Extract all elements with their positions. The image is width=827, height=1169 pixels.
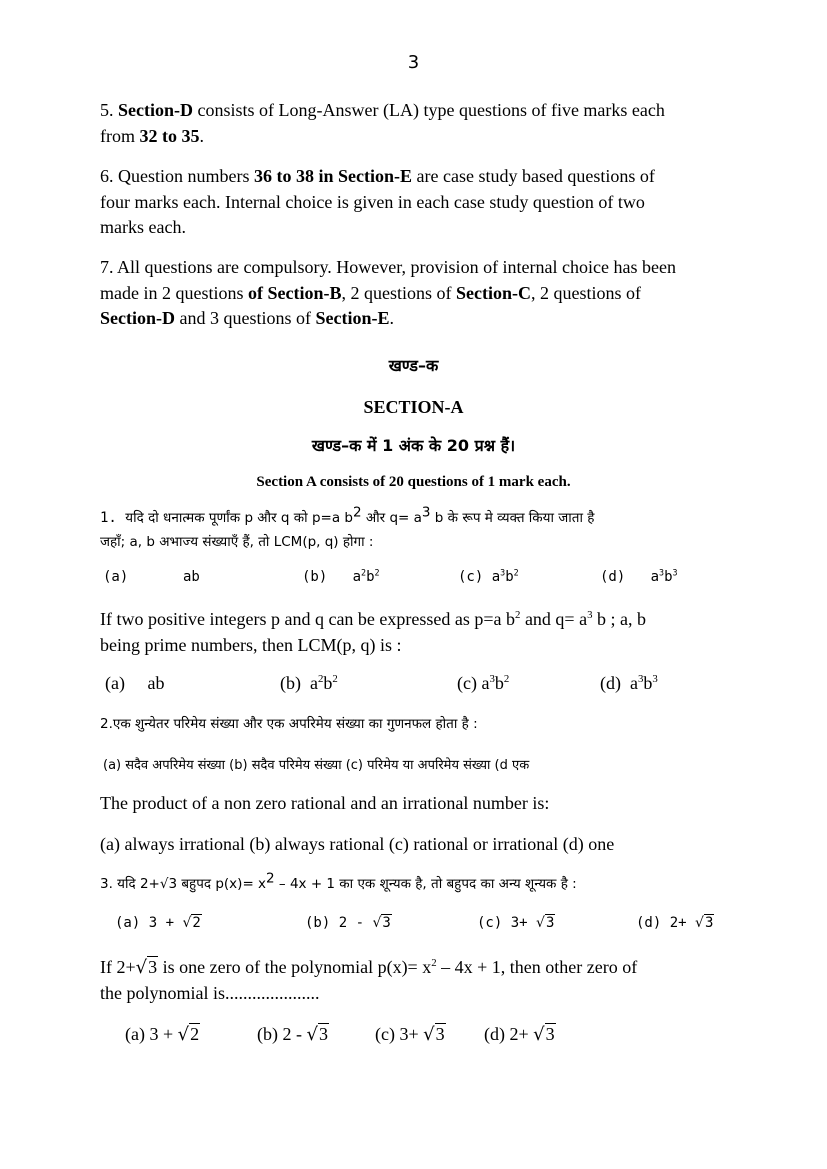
q1-hindi-sup-2: 3	[421, 504, 431, 521]
instruction-7-bold-4: Section-E	[315, 308, 390, 328]
instruction-7-bold-1: of Section-B	[247, 282, 342, 303]
q1-hindi-option-b-s1: 2	[361, 567, 367, 578]
sqrt-symbol: √3	[372, 915, 391, 931]
q3-english-text-2: is one zero of the polynomial p(x)= x	[158, 957, 432, 977]
q1-english-option-d	[600, 673, 658, 694]
instruction-6-num: 6.	[100, 166, 118, 186]
q1-english-text-3: b ; a, b	[592, 609, 646, 629]
q1-hindi-option-c-s2: 2	[513, 567, 519, 578]
sqrt-symbol: √3	[306, 1024, 328, 1045]
q1-english-sup-2: 3	[587, 609, 593, 621]
q2-hindi-options-text: (a) सदैव अपरिमेय संख्या (b) सदैव परिमेय संख्या (c) परिमेय या अपरिमेय संख्या (d एक	[103, 758, 530, 773]
q1-hindi-text-3: b के रूप मे व्यक्त किया जाता है	[430, 510, 595, 526]
q1-english-option-d-v1: a	[630, 673, 638, 693]
q3-english-option-b-radicand: 3	[318, 1024, 328, 1044]
q3-english-option-c-radicand: 3	[435, 1024, 445, 1044]
instruction-6	[100, 164, 740, 241]
q1-hindi-option-d-s2: 3	[672, 567, 678, 578]
instruction-6-bold-1: 36 to 38 in Section-E	[253, 166, 412, 186]
q2-english-line: The product of a non zero rational and an irrational number is:	[100, 793, 550, 813]
q3-hindi-option-c	[477, 915, 555, 931]
instruction-7-text-3: , 2 questions of	[341, 282, 456, 303]
q1-hindi-option-a-value: ab	[183, 569, 200, 585]
q3-english-option-a-radicand: 2	[190, 1024, 200, 1044]
section-english-note: Section A consists of 20 questions of 1 mark each.	[256, 474, 571, 490]
q3-english	[100, 955, 740, 1006]
q2-hindi-options	[103, 755, 743, 777]
q3-hindi-option-c-radicand: 3	[545, 915, 555, 931]
sqrt-symbol: √3	[135, 957, 158, 978]
q1-english-option-d-s2: 3	[652, 673, 658, 685]
q3-hindi-option-b-label: (b) 2 -	[305, 915, 373, 931]
q1-hindi-option-d	[600, 569, 678, 585]
sqrt-symbol: √2	[182, 915, 201, 931]
q1-english-option-c-v1: a	[481, 673, 490, 693]
q1-english-option-d-s1: 3	[638, 673, 644, 685]
q1-hindi-option-b-label: (b)	[302, 569, 328, 585]
q3-hindi-option-a-label: (a) 3 +	[115, 915, 183, 931]
q3-english-option-d	[484, 1024, 556, 1045]
q1-hindi-option-d-s1: 3	[659, 567, 665, 578]
q1-hindi-option-d-v1: a	[650, 569, 660, 585]
q3-hindi-option-c-label: (c) 3+	[477, 915, 537, 931]
q1-hindi-text-2: और q= a	[361, 510, 422, 526]
q1-english-option-c-label: (c)	[457, 673, 477, 693]
section-english-title: SECTION-A	[363, 397, 464, 417]
q3-english-sup: 2	[431, 957, 437, 969]
q1-hindi-number: 1.	[100, 510, 126, 526]
q2-hindi-line	[100, 713, 740, 736]
q1-hindi-line-1	[100, 504, 740, 530]
q1-english-option-a-label: (a)	[105, 673, 125, 693]
instruction-7-bold-3: Section-D	[100, 308, 175, 328]
q1-english-text-2: and q= a	[520, 609, 588, 629]
q1-hindi-option-d-label: (d)	[600, 569, 626, 585]
q1-hindi-text-4: जहाँ; a, b अभाज्य संख्याएँ हैं, तो LCM(p, q) होगा :	[100, 534, 374, 550]
q3-english-text-4: the polynomial is.....................	[100, 982, 320, 1003]
q3-english-option-c-label: (c) 3+	[375, 1024, 424, 1044]
q1-english-option-a-value: ab	[147, 673, 165, 693]
q1-english-option-c-s2: 2	[503, 673, 510, 685]
q1-english-option-a	[105, 673, 164, 694]
instruction-7-text-2: made in 2 questions	[100, 282, 248, 303]
instruction-5-text-1: consists of Long-Answer (LA) type questions of five marks each	[193, 100, 665, 120]
instruction-7-bold-2: Section-C	[455, 282, 531, 303]
q3-hindi-option-b-radicand: 3	[382, 915, 391, 931]
page-number: 3	[407, 52, 420, 73]
q1-english-option-d-v2: b	[643, 673, 653, 693]
sqrt-symbol: √3	[536, 915, 555, 931]
q3-english-option-b-label: (b) 2 -	[257, 1024, 307, 1044]
q1-hindi-option-b	[302, 569, 380, 585]
q1-english-option-b	[280, 673, 338, 694]
instruction-7-text-6: .	[389, 308, 394, 328]
q1-hindi-option-c-v1: a	[491, 569, 501, 585]
instruction-5-text-2: from	[100, 125, 140, 146]
q3-hindi-sup: 2	[266, 870, 275, 887]
sqrt-symbol: √3	[533, 1024, 555, 1045]
q1-hindi-option-b-v2: b	[366, 569, 375, 585]
instruction-7-text-1: All questions are compulsory. However, provision of internal choice has been	[117, 257, 676, 277]
q1-hindi-option-c-label: (c)	[458, 569, 484, 585]
q1-english-option-c-s1: 3	[489, 673, 495, 685]
instruction-6-text-4: marks each.	[100, 217, 186, 237]
q1-english	[100, 607, 740, 658]
q3-hindi-text-1: 3. यदि 2+√3 बहुपद p(x)= x	[100, 876, 267, 892]
q1-hindi-line-2	[100, 531, 740, 554]
instruction-5-bold-1: Section-D	[118, 100, 193, 120]
q1-english-option-b-v1: a	[310, 673, 318, 693]
instruction-5-bold-2: 32 to 35	[139, 125, 200, 146]
q3-hindi-option-a-radicand: 2	[192, 915, 201, 931]
instruction-6-text-2: are case study based questions of	[412, 166, 655, 186]
q1-hindi-text-1: यदि दो धनात्मक पूर्णांक p और q को p=a b	[125, 510, 353, 526]
q3-english-option-a-label: (a) 3 +	[125, 1024, 178, 1044]
instruction-6-text-1: Question numbers	[118, 166, 254, 186]
q3-english-radicand: 3	[148, 957, 158, 977]
q2-hindi-text: 2.एक शुन्येतर परिमेय संख्या और एक अपरिमेय संख्या का गुणनफल होता है :	[100, 716, 478, 732]
q1-english-option-b-label: (b)	[280, 673, 301, 693]
q1-english-option-c	[457, 673, 509, 694]
q1-hindi-option-a-label: (a)	[103, 569, 129, 585]
q1-hindi-option-c-v2: b	[505, 569, 514, 585]
q1-english-option-b-s2: 2	[332, 673, 338, 685]
sqrt-symbol: √3	[695, 915, 714, 931]
q1-hindi-option-b-v1: a	[352, 569, 362, 585]
q3-hindi-option-d-label: (d) 2+	[636, 915, 696, 931]
instruction-7	[100, 255, 740, 332]
q3-english-option-d-radicand: 3	[545, 1024, 555, 1044]
instruction-5-num: 5.	[100, 100, 118, 120]
q3-hindi-option-d	[636, 915, 714, 931]
instruction-5	[100, 98, 740, 149]
q1-hindi-option-c-s1: 3	[500, 567, 506, 578]
q1-hindi-option-b-s2: 2	[374, 567, 380, 578]
section-hindi-title: खण्ड–क	[388, 356, 439, 375]
q2-english-options: (a) always irrational (b) always rational (c) rational or irrational (d) one	[100, 834, 615, 854]
q1-english-sup-1: 2	[515, 609, 521, 621]
q3-english-option-a	[125, 1024, 200, 1045]
q1-english-option-b-v2: b	[323, 673, 333, 693]
instruction-7-text-4: , 2 questions of	[530, 282, 641, 303]
instruction-7-text-5: and 3 questions of	[175, 308, 316, 328]
sqrt-symbol: √3	[423, 1024, 445, 1045]
q3-english-option-d-label: (d) 2+	[484, 1024, 534, 1044]
q3-hindi-option-d-radicand: 3	[704, 915, 714, 931]
sqrt-symbol: √2	[177, 1024, 200, 1045]
q3-hindi-text-2: – 4x + 1 का एक शून्यक है, तो बहुपद का अन्य शून्यक है :	[274, 876, 577, 892]
q3-english-option-c	[375, 1024, 446, 1045]
q1-hindi-sup-1: 2	[352, 504, 362, 521]
q1-english-text-1: If two positive integers p and q can be expressed as p=a b	[100, 609, 516, 629]
instruction-7-num: 7.	[100, 257, 118, 277]
q1-hindi-option-d-v2: b	[664, 569, 673, 585]
section-hindi-note: खण्ड–क में 1 अंक के 20 प्रश्न हैं।	[311, 436, 516, 455]
q1-english-option-b-s1: 2	[318, 673, 324, 685]
q3-english-option-b	[257, 1024, 329, 1045]
instruction-6-text-3: four marks each. Internal choice is given in each case study question of two	[100, 191, 645, 212]
q3-english-text-3: – 4x + 1, then other zero of	[436, 957, 638, 977]
q3-english-text-1: If 2+	[100, 957, 136, 977]
instruction-5-text-3: .	[199, 125, 204, 146]
q1-english-option-d-label: (d)	[600, 673, 621, 693]
q3-hindi-option-a	[115, 915, 202, 931]
q1-hindi-option-c	[458, 569, 519, 585]
q3-hindi-option-b	[305, 915, 392, 931]
q1-english-option-c-v2: b	[494, 673, 504, 693]
q3-hindi-line	[100, 870, 740, 896]
q1-english-text-4: being prime numbers, then LCM(p, q) is :	[100, 634, 402, 655]
